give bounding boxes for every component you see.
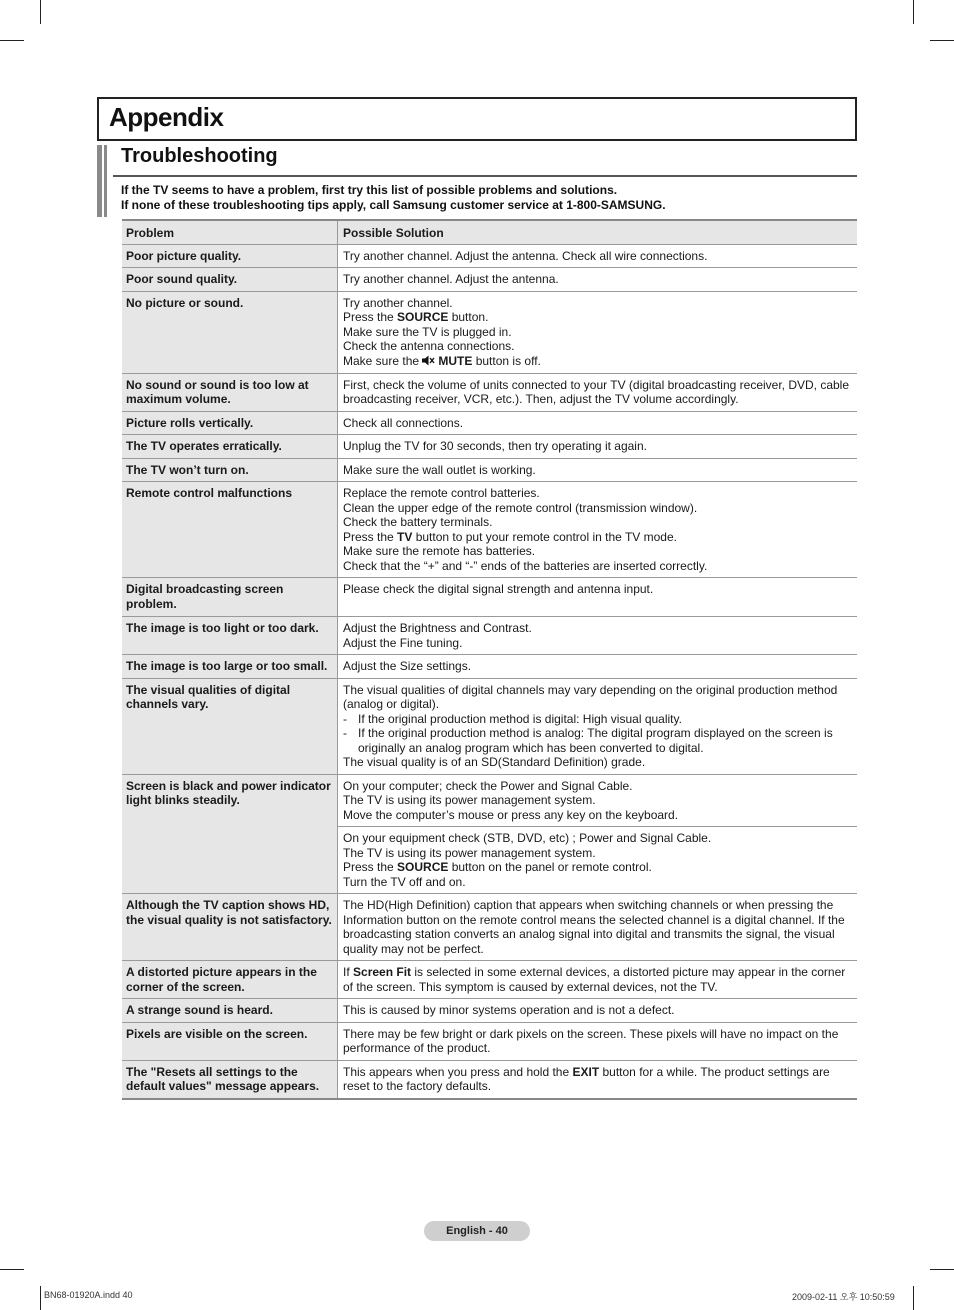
- table-row: [122, 578, 857, 617]
- table-row: [122, 435, 857, 459]
- table-row: [122, 774, 857, 827]
- solution-cell: Make sure the wall outlet is working.: [338, 458, 858, 482]
- table-row: [122, 411, 857, 435]
- problem-cell: The TV operates erratically.: [122, 435, 338, 459]
- problem-cell: Although the TV caption shows HD, the visual quality is not satisfactory.: [122, 894, 338, 961]
- page-number-badge: English - 40: [424, 1221, 530, 1241]
- table-row: [122, 1060, 857, 1099]
- page-title: Appendix: [109, 102, 224, 132]
- section-side-bars: [97, 145, 109, 217]
- header-problem: Problem: [122, 220, 338, 244]
- table-row: [122, 291, 857, 373]
- problem-cell: The "Resets all settings to the default values" message appears.: [122, 1060, 338, 1099]
- crop-mark: [913, 0, 914, 24]
- solution-cell: This is caused by minor systems operation and is not a defect.: [338, 999, 858, 1023]
- header-solution: Possible Solution: [338, 220, 858, 244]
- mute-speaker-icon: [422, 355, 435, 366]
- intro-line: If the TV seems to have a problem, first try this list of possible problems and solutions.: [121, 183, 618, 197]
- solution-cell: On your computer; check the Power and Signal Cable. The TV is using its power management system. Move the computer’s mouse or press any key on the keyboard.: [338, 774, 858, 827]
- problem-cell: Poor sound quality.: [122, 268, 338, 292]
- solution-cell: Check all connections.: [338, 411, 858, 435]
- crop-mark: [913, 1286, 914, 1310]
- problem-cell: No picture or sound.: [122, 291, 338, 373]
- table-row: [122, 961, 857, 999]
- crop-mark: [0, 40, 24, 41]
- problem-cell: A strange sound is heard.: [122, 999, 338, 1023]
- crop-mark: [930, 40, 954, 41]
- crop-mark: [930, 1269, 954, 1270]
- problem-cell: The image is too light or too dark.: [122, 617, 338, 655]
- problem-cell: No sound or sound is too low at maximum volume.: [122, 373, 338, 411]
- problem-cell: Poor picture quality.: [122, 244, 338, 268]
- intro-line: If none of these troubleshooting tips apply, call Samsung customer service at 1-800-SAMSUNG.: [121, 198, 666, 212]
- solution-cell: Try another channel. Adjust the antenna. Check all wire connections.: [338, 244, 858, 268]
- table-header-row: [122, 220, 857, 244]
- solution-cell: Replace the remote control batteries. Clean the upper edge of the remote control (transmission window). Check the battery terminals. Press the TV button to put your remote control in the TV mode. Make sure the remote has batteries. Check that the “+” and “-” ends of the batteries are inserted correctly.: [338, 482, 858, 578]
- table-row: [122, 617, 857, 655]
- problem-cell: The TV won’t turn on.: [122, 458, 338, 482]
- solution-cell: Adjust the Brightness and Contrast. Adjust the Fine tuning.: [338, 617, 858, 655]
- problem-cell: Remote control malfunctions: [122, 482, 338, 578]
- table-row: [122, 655, 857, 679]
- solution-cell: Try another channel. Adjust the antenna.: [338, 268, 858, 292]
- solution-cell: Try another channel. Press the SOURCE button. Make sure the TV is plugged in. Check the antenna connections. Make sure the MUTE button is off.: [338, 291, 858, 373]
- table-row: [122, 1022, 857, 1060]
- problem-cell: Picture rolls vertically.: [122, 411, 338, 435]
- intro-text: [121, 183, 851, 213]
- troubleshooting-table: [122, 219, 857, 1100]
- solution-cell: On your equipment check (STB, DVD, etc) ; Power and Signal Cable. The TV is using its power management system. Press the SOURCE button on the panel or remote control. Turn the TV off and on.: [338, 827, 858, 894]
- solution-cell: Please check the digital signal strength and antenna input.: [338, 578, 858, 617]
- problem-cell: The image is too large or too small.: [122, 655, 338, 679]
- problem-cell: Screen is black and power indicator light blinks steadily.: [122, 774, 338, 894]
- crop-mark: [40, 0, 41, 24]
- solution-cell: If Screen Fit is selected in some external devices, a distorted picture may appear in the corner of the screen. This symptom is caused by external devices, not the TV.: [338, 961, 858, 999]
- table-row: [122, 373, 857, 411]
- table-row: [122, 678, 857, 774]
- table-row: [122, 244, 857, 268]
- table-row: [122, 458, 857, 482]
- problem-cell: A distorted picture appears in the corner of the screen.: [122, 961, 338, 999]
- table-row: [122, 894, 857, 961]
- table-row: [122, 482, 857, 578]
- solution-cell: There may be few bright or dark pixels on the screen. These pixels will have no impact on the performance of the product.: [338, 1022, 858, 1060]
- solution-cell: The HD(High Definition) caption that appears when switching channels or when pressing the Information button on the remote control means the selected channel is a digital channel. If the broadcasting station converts an analog signal into digital and transmits the signal, the visual quality may not be perfect.: [338, 894, 858, 961]
- solution-cell: This appears when you press and hold the EXIT button for a while. The product settings are reset to the factory defaults.: [338, 1060, 858, 1099]
- footer-file-label: BN68-01920A.indd 40: [44, 1290, 133, 1300]
- footer-timestamp: 2009-02-11 오후 10:50:59: [792, 1292, 895, 1302]
- problem-cell: Pixels are visible on the screen.: [122, 1022, 338, 1060]
- solution-cell: Adjust the Size settings.: [338, 655, 858, 679]
- solution-cell: The visual qualities of digital channels may vary depending on the original production method (analog or digital). - If the original production method is digital: High visual quality. - If the original production method is analog: The digital program displayed on the screen is originally an analog program which has been converted to digital. The visual quality is of an SD(Standard Definition) grade.: [338, 678, 858, 774]
- crop-mark: [0, 1269, 24, 1270]
- section-title: Troubleshooting: [121, 145, 278, 167]
- problem-cell: The visual qualities of digital channels vary.: [122, 678, 338, 774]
- crop-mark: [40, 1286, 41, 1310]
- solution-cell: Unplug the TV for 30 seconds, then try operating it again.: [338, 435, 858, 459]
- table-row: [122, 999, 857, 1023]
- solution-cell: First, check the volume of units connected to your TV (digital broadcasting receiver, DVD, cable broadcasting receiver, VCR, etc.). Then, adjust the TV volume accordingly.: [338, 373, 858, 411]
- appendix-header-box: [97, 97, 857, 141]
- table-row: [122, 268, 857, 292]
- problem-cell: Digital broadcasting screen problem.: [122, 578, 338, 617]
- section-divider: [113, 175, 857, 177]
